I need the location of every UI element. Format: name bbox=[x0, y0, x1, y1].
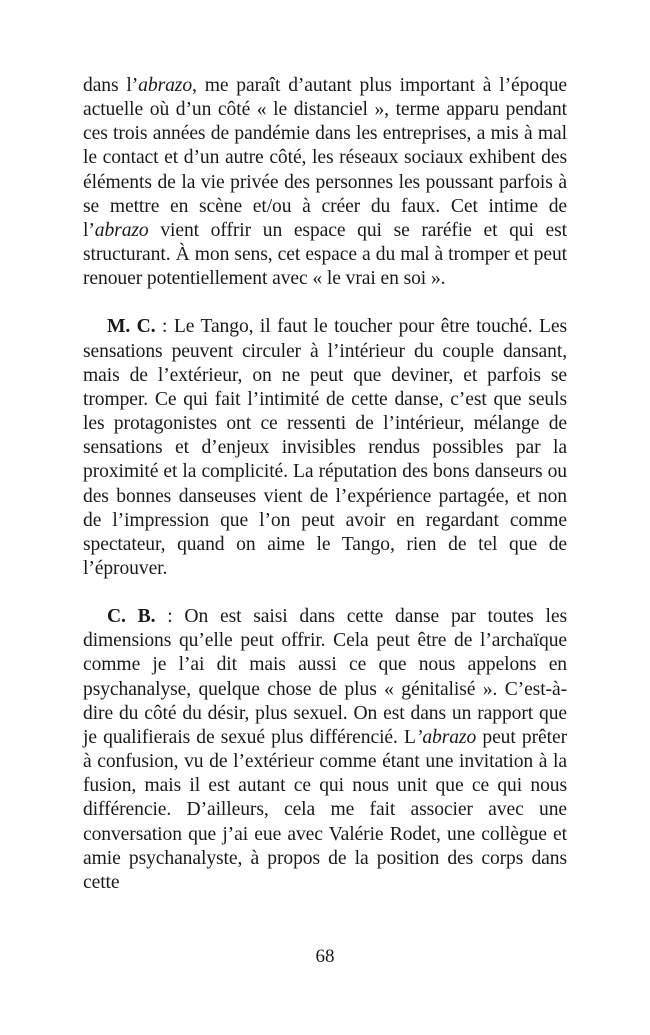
paragraph-3 bbox=[83, 605, 567, 895]
text-segment: peut prêter à confusion, vu de l’extérieur comme étant une invitation à la fusion, mais il est autant ce qui nous unit que ce qui nous différencie. D’ailleurs, cela me fait associer avec une conversation que j’ai eue avec Valérie Rodet, une collègue et amie psychanalyste, à propos de la position des corps dans cette bbox=[83, 726, 568, 893]
text-segment: : On est saisi dans cette danse par toutes les dimensions qu’elle peut offrir. Cela peut être de l’archaïque comme je l’ai dit mais aussi ce que nous appelons en psychanalyse, quelque chose de plus « génitalisé ». C’est-à-dire du côté du désir, plus sexuel. On est dans un rapport que je qualifierais de sexué plus différencié. L bbox=[83, 606, 567, 748]
page-number: 68 bbox=[315, 946, 335, 967]
italic-term: ’abrazo bbox=[415, 726, 477, 748]
paragraph-1 bbox=[83, 74, 567, 291]
speaker-label: M. C. bbox=[107, 316, 156, 338]
text-segment: dans l’ bbox=[83, 75, 139, 96]
italic-term: abrazo bbox=[94, 219, 149, 241]
paragraph-2 bbox=[83, 315, 567, 581]
paragraph-gap bbox=[83, 581, 567, 605]
paragraph-gap bbox=[83, 291, 567, 315]
text-segment: , me paraît d’autant plus important à l’époque actuelle où d’un côté « le distanciel », terme apparu pendant ces trois années de pandémie dans les entreprises, a mis à mal le contact et d’un autre côté, les réseaux sociaux exhibent des éléments de la vie privée des personnes les poussant parfois à se mettre en scène et/ou à créer du faux. Cet intime de l’ bbox=[83, 75, 567, 241]
speaker-label: C. B. bbox=[107, 606, 156, 628]
text-segment: : Le Tango, il faut le toucher pour être touché. Les sensations peuvent circuler à l’intérieur du couple dansant, mais de l’extérieur, on ne peut que deviner, et parfois se tromper. Ce qui fait l’intimité de cette danse, c’est que seuls les protagonistes ont ce ressenti de l’intérieur, mélange de sensations et d’enjeux invisibles rendus possibles par la proximité et la complicité. La réputation des bons danseurs ou des bonnes danseuses vient de l’expérience partagée, et non de l’impression que l’on peut avoir en regardant comme spectateur, quand on aime le Tango, rien de tel que de l’éprouver. bbox=[83, 316, 567, 579]
document-page bbox=[83, 74, 567, 895]
text-segment: vient offrir un espace qui se raréfie et qui est structurant. À mon sens, cet espace a du mal à tromper et peut renouer potentiellement avec « le vrai en soi ». bbox=[83, 219, 567, 290]
italic-term: abrazo bbox=[138, 75, 193, 96]
